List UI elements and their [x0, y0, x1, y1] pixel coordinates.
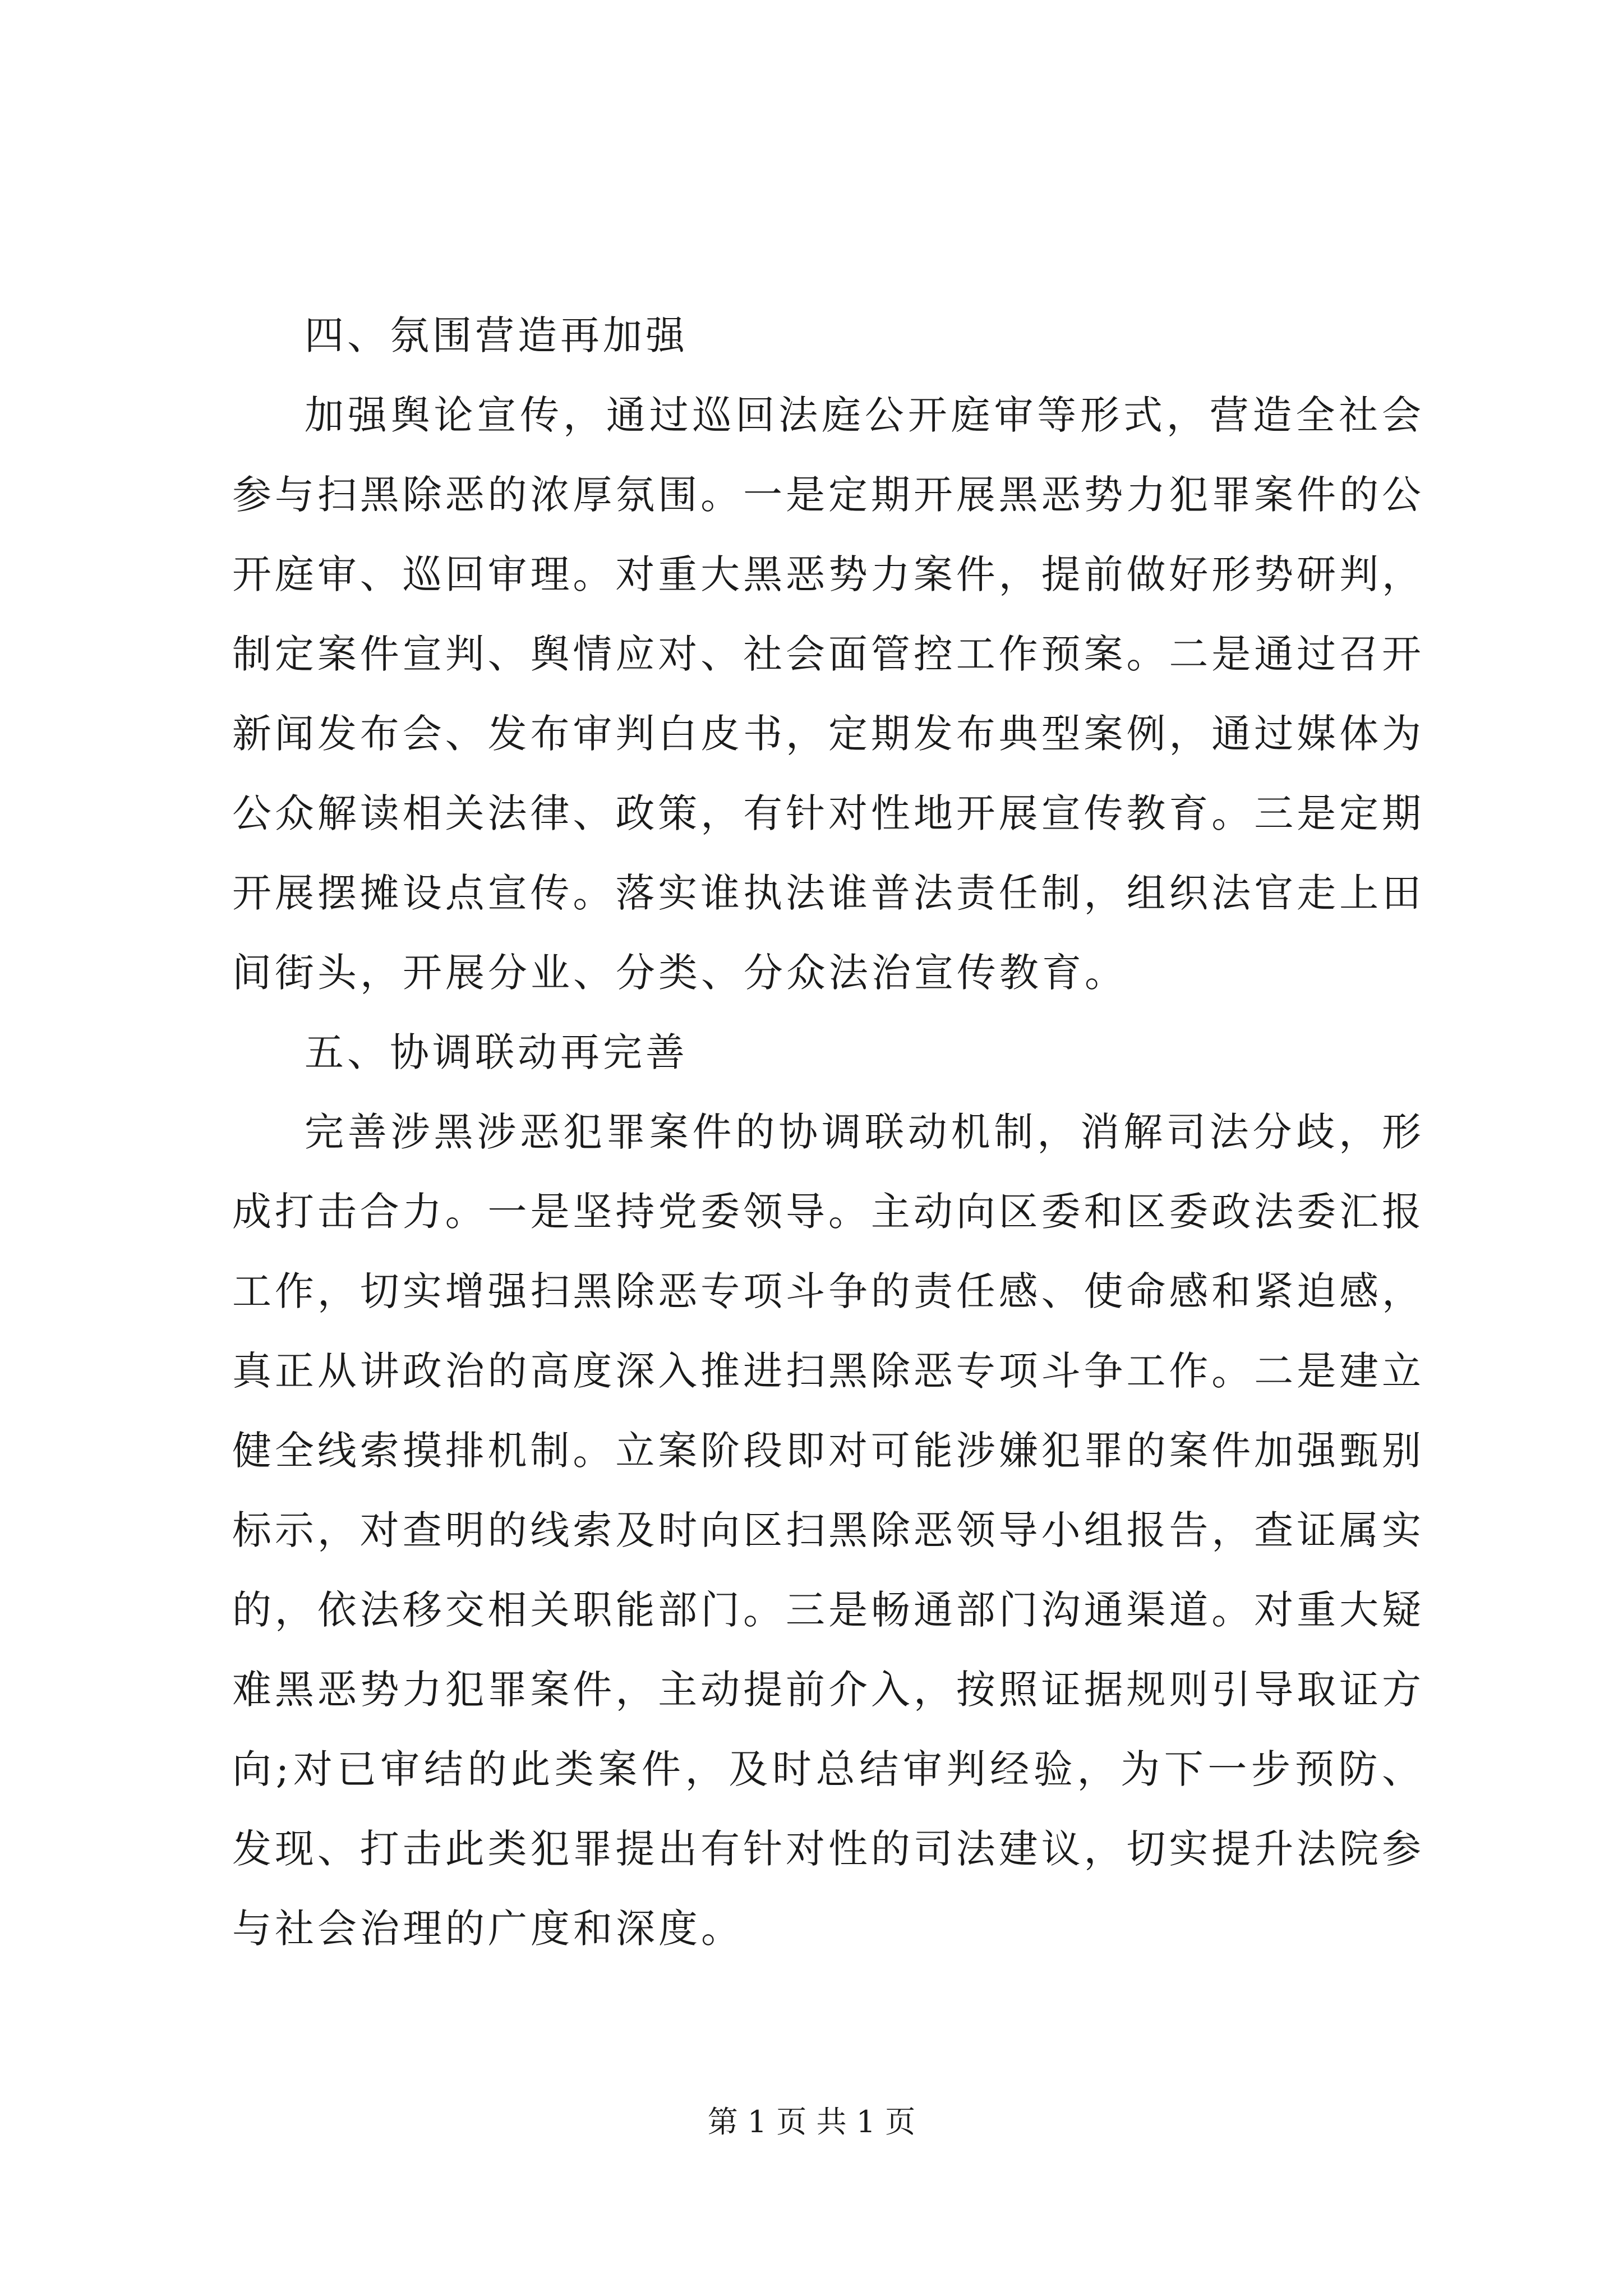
paragraph-line: 真正从讲政治的高度深入推进扫黑除恶专项斗争工作。二是建立	[232, 1348, 1421, 1394]
paragraph-line: 公众解读相关法律、政策，有针对性地开展宣传教育。三是定期	[232, 790, 1421, 836]
section-heading-4: 四、氛围营造再加强	[305, 312, 688, 358]
paragraph-line: 难黑恶势力犯罪案件，主动提前介入，按照证据规则引导取证方	[232, 1667, 1421, 1713]
section-heading-5: 五、协调联动再完善	[305, 1029, 688, 1075]
paragraph-line: 工作，切实增强扫黑除恶专项斗争的责任感、使命感和紧迫感，	[232, 1268, 1421, 1314]
paragraph-line: 向;对已审结的此类案件，及时总结审判经验，为下一步预防、	[232, 1746, 1421, 1792]
paragraph-line: 标示，对查明的线索及时向区扫黑除恶领导小组报告，查证属实	[232, 1507, 1421, 1553]
paragraph-line: 开展摆摊设点宣传。落实谁执法谁普法责任制，组织法官走上田	[232, 870, 1421, 916]
paragraph-line: 制定案件宣判、舆情应对、社会面管控工作预案。二是通过召开	[232, 631, 1421, 677]
paragraph-line: 开庭审、巡回审理。对重大黑恶势力案件，提前做好形势研判，	[232, 551, 1421, 597]
paragraph-line: 新闻发布会、发布审判白皮书，定期发布典型案例，通过媒体为	[232, 711, 1421, 757]
paragraph-line: 间街头，开展分业、分类、分众法治宣传教育。	[232, 950, 1127, 996]
page-number-footer: 第 1 页 共 1 页	[707, 2104, 916, 2139]
paragraph-line: 加强舆论宣传，通过巡回法庭公开庭审等形式，营造全社会	[305, 392, 1421, 438]
paragraph-line: 的，依法移交相关职能部门。三是畅通部门沟通渠道。对重大疑	[232, 1587, 1421, 1633]
paragraph-line: 与社会治理的广度和深度。	[232, 1906, 744, 1952]
paragraph-line: 健全线索摸排机制。立案阶段即对可能涉嫌犯罪的案件加强甄别	[232, 1428, 1421, 1474]
paragraph-line: 完善涉黑涉恶犯罪案件的协调联动机制，消解司法分歧，形	[305, 1109, 1421, 1155]
paragraph-line: 成打击合力。一是坚持党委领导。主动向区委和区委政法委汇报	[232, 1189, 1421, 1235]
paragraph-line: 发现、打击此类犯罪提出有针对性的司法建议，切实提升法院参	[232, 1826, 1421, 1872]
paragraph-line: 参与扫黑除恶的浓厚氛围。一是定期开展黑恶势力犯罪案件的公	[232, 472, 1421, 518]
